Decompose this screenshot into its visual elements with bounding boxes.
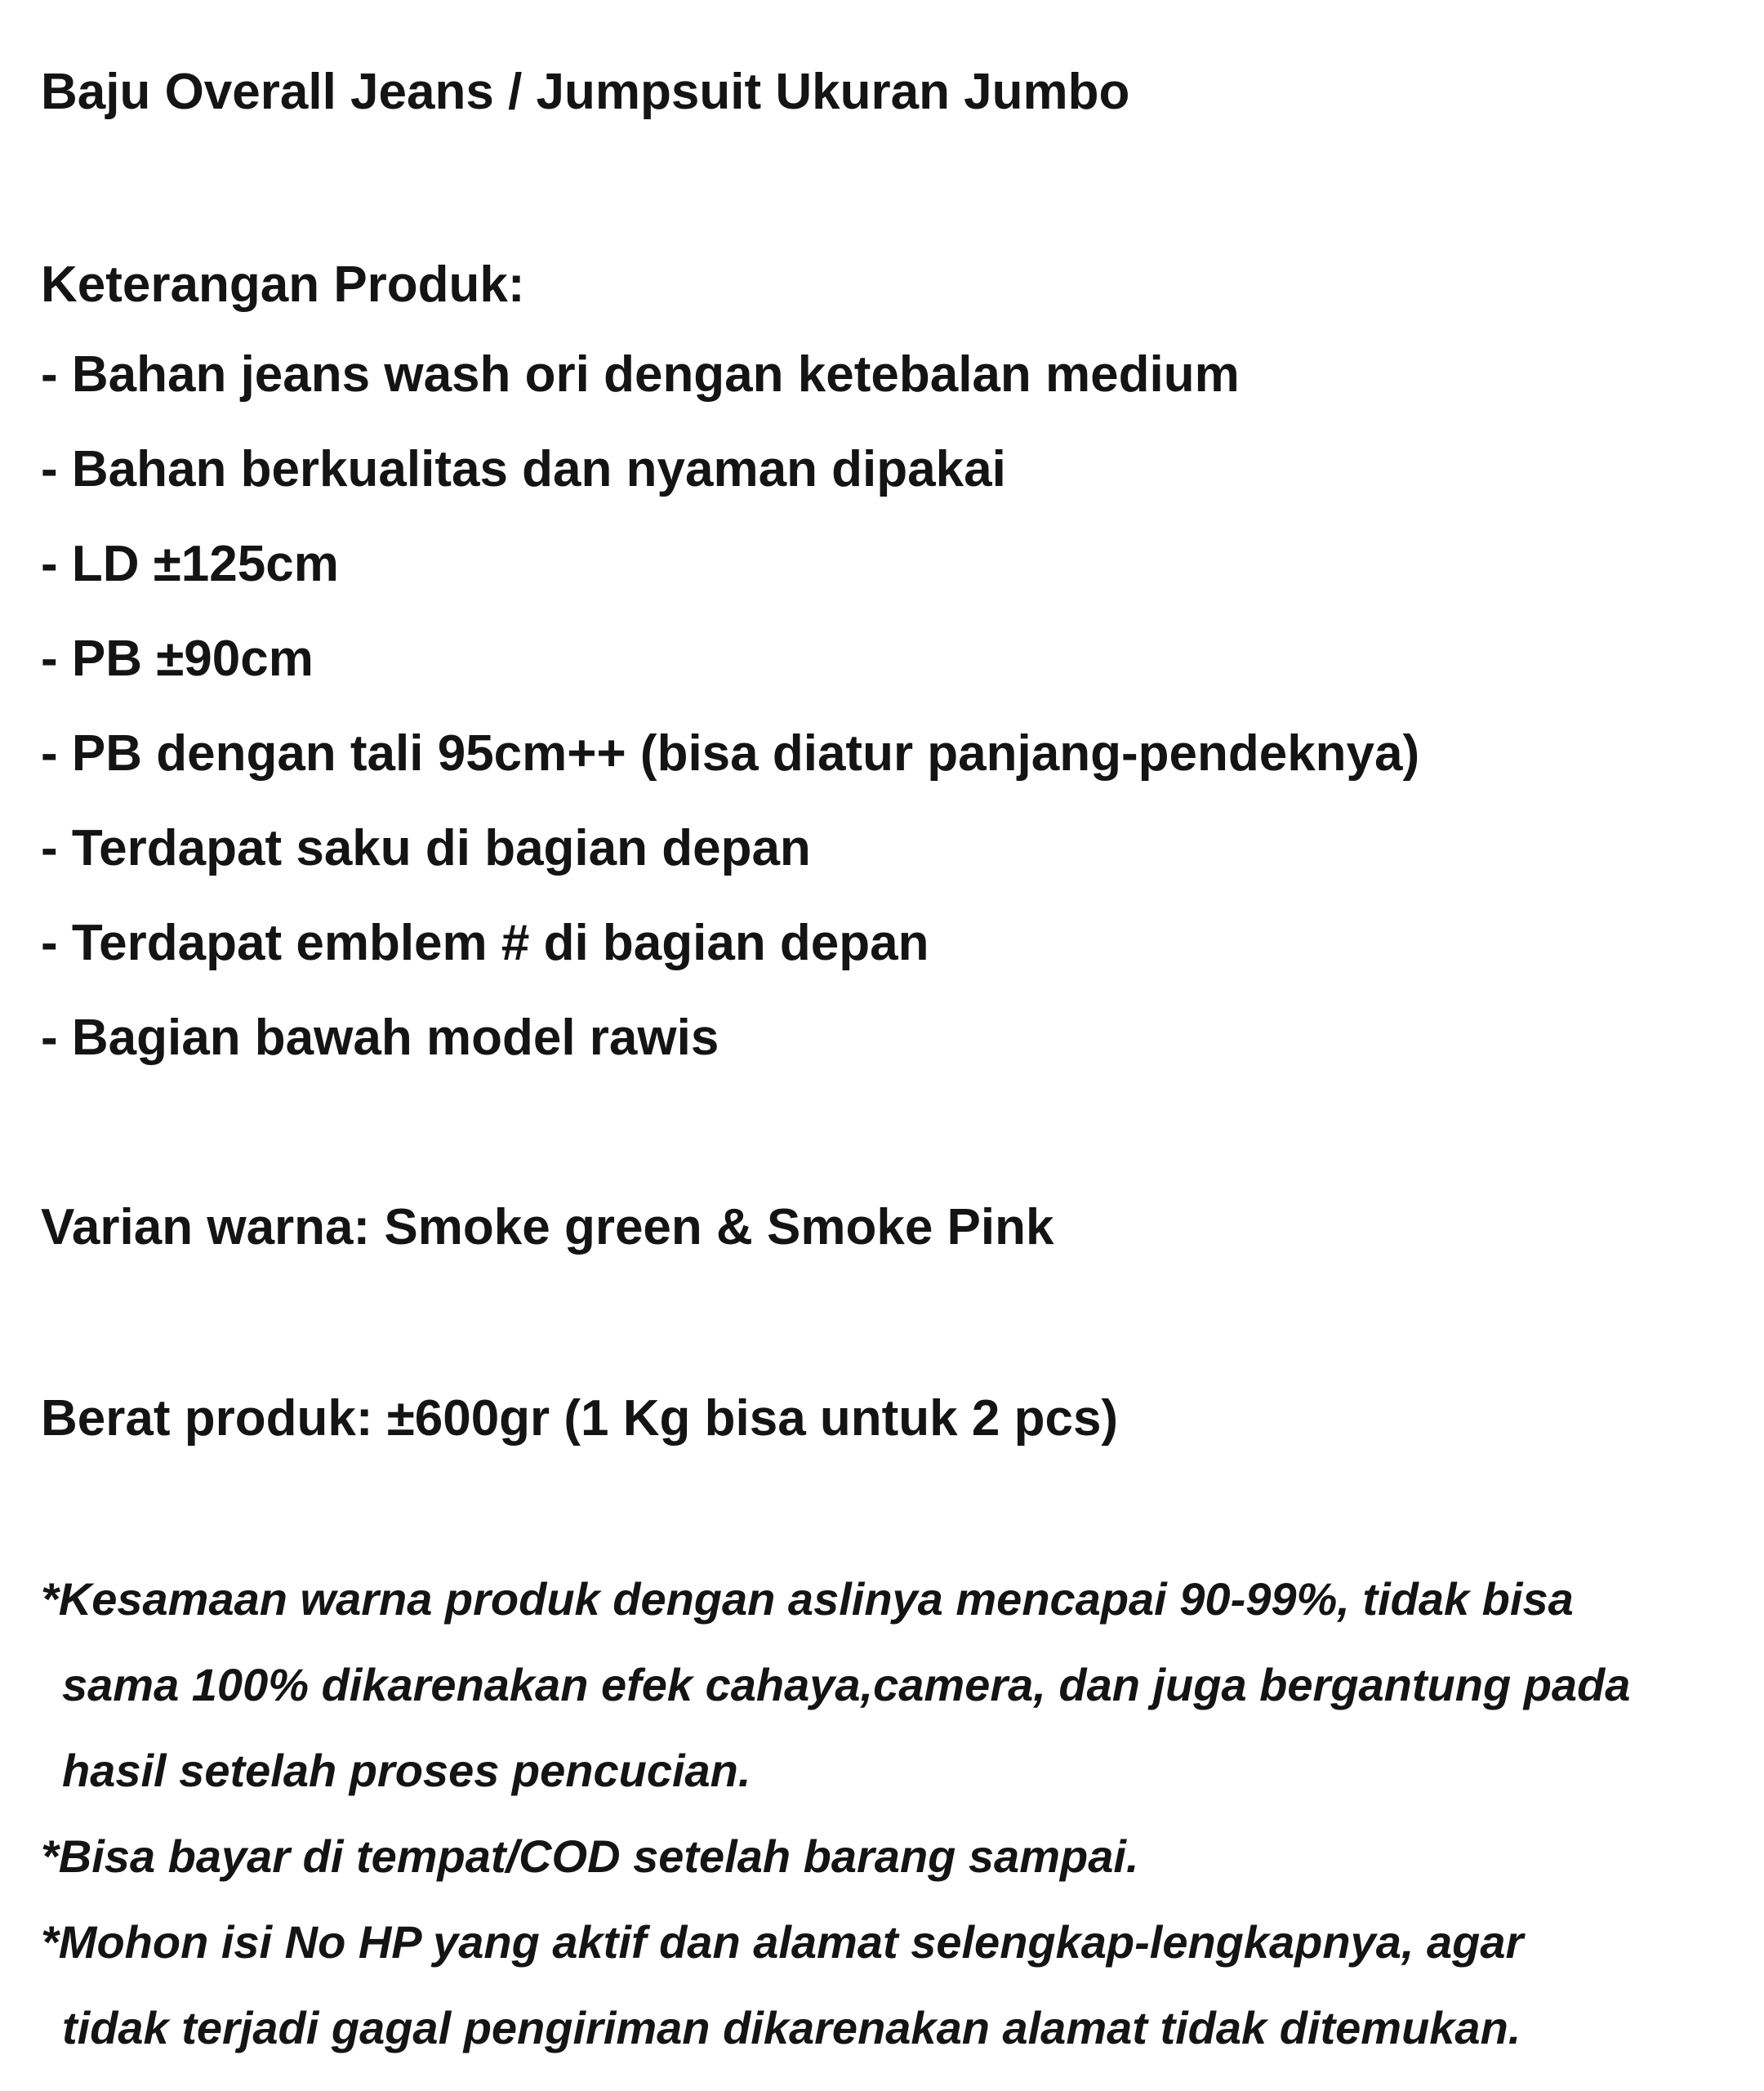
note-line: *Bisa bayar di tempat/COD setelah barang sampai. xyxy=(41,1830,1139,1882)
feature-item: - PB ±90cm xyxy=(41,631,314,687)
note-line: sama 100% dikarenakan efek cahaya,camera, dan juga bergantung pada xyxy=(62,1659,1631,1710)
product-weight: Berat produk: ±600gr (1 Kg bisa untuk 2 pcs) xyxy=(41,1390,1119,1447)
note-line: tidak terjadi gagal pengiriman dikarenakan alamat tidak ditemukan. xyxy=(62,2002,1521,2053)
feature-item: - Bahan berkualitas dan nyaman dipakai xyxy=(41,441,1006,497)
note-line: *Mohon isi No HP yang aktif dan alamat selengkap-lengkapnya, agar xyxy=(41,1916,1524,1968)
section-heading: Keterangan Produk: xyxy=(41,256,525,313)
color-variants: Varian warna: Smoke green & Smoke Pink xyxy=(41,1199,1054,1255)
product-title: Baju Overall Jeans / Jumpsuit Ukuran Jumbo xyxy=(41,64,1130,120)
feature-item: - LD ±125cm xyxy=(41,536,339,592)
note-line: hasil setelah proses pencucian. xyxy=(62,1745,751,1796)
feature-item: - Terdapat emblem # di bagian depan xyxy=(41,915,929,971)
feature-item: - Bagian bawah model rawis xyxy=(41,1010,719,1066)
note-line: *Kesamaan warna produk dengan aslinya mencapai 90-99%, tidak bisa xyxy=(41,1573,1574,1625)
feature-item: - Bahan jeans wash ori dengan ketebalan medium xyxy=(41,346,1240,403)
feature-item: - PB dengan tali 95cm++ (bisa diatur panjang-pendeknya) xyxy=(41,725,1420,782)
feature-item: - Terdapat saku di bagian depan xyxy=(41,820,811,876)
